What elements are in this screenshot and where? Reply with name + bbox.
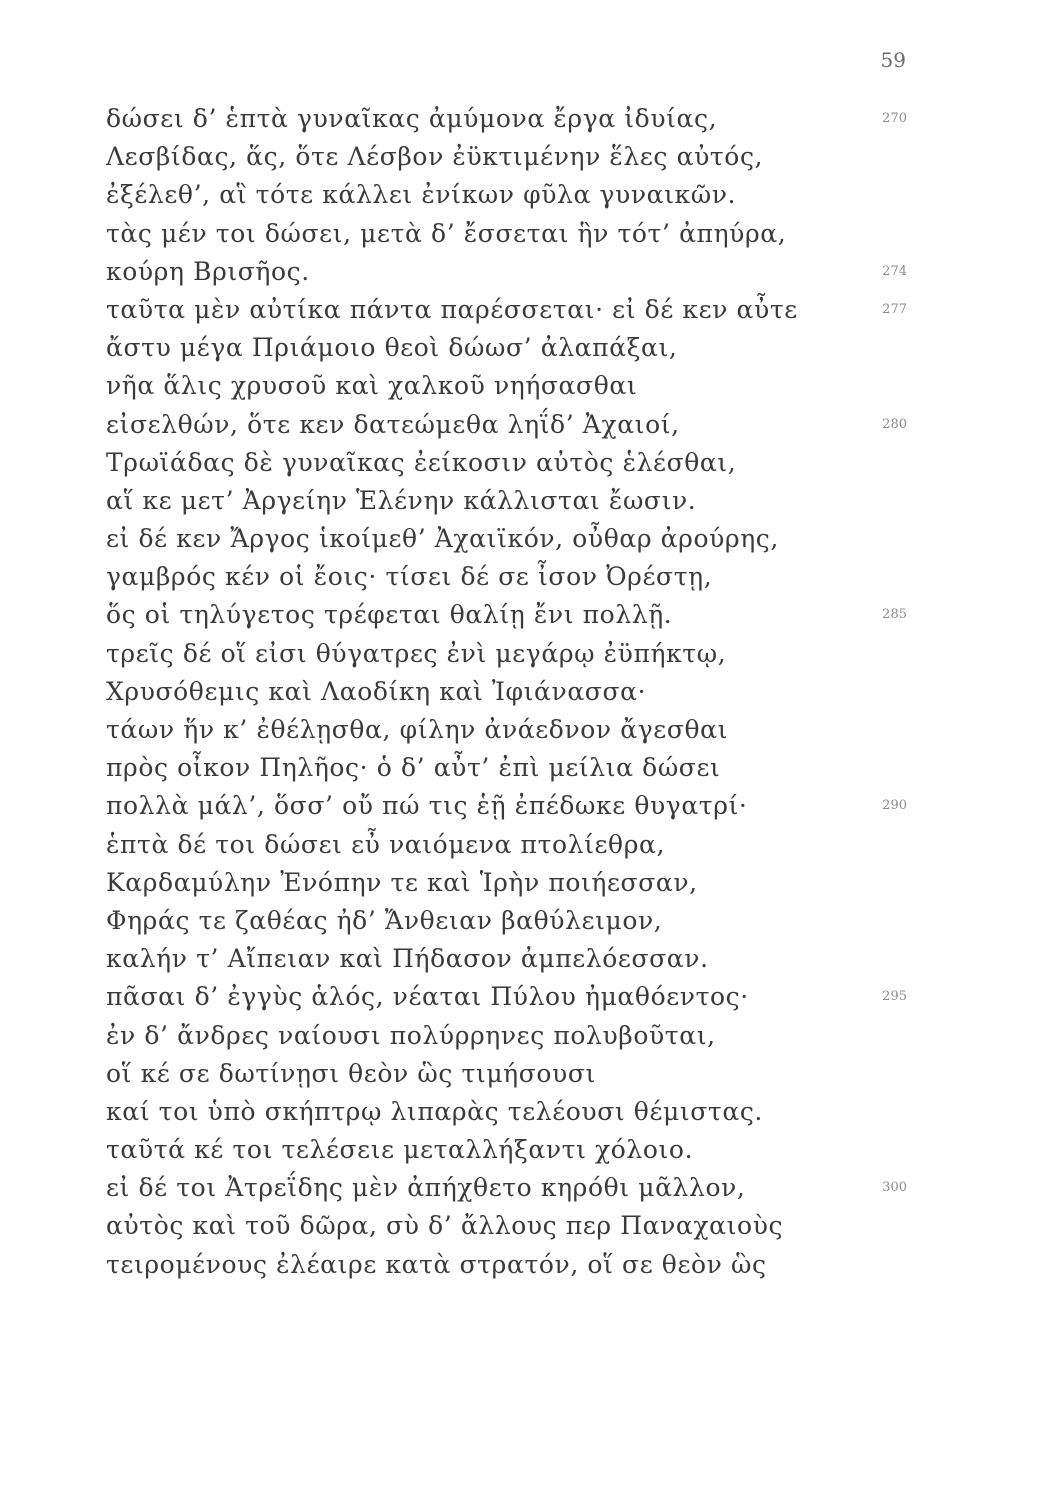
verse-line: [106, 1093, 926, 1131]
page-number: 59: [880, 48, 906, 72]
verse-text: Φηράς τε ζαθέας ἠδ’ Ἄνθειαν βαθύλειμον,: [106, 905, 663, 935]
line-number: 285: [882, 607, 907, 623]
line-number: 300: [882, 1180, 907, 1196]
verse-line: [106, 1017, 926, 1055]
verse-block: [106, 100, 926, 1284]
line-number: 274: [882, 263, 907, 279]
verse-text: καλήν τ’ Αἴπειαν καὶ Πήδασον ἀμπελόεσσαν.: [106, 944, 709, 974]
verse-line: [106, 1246, 926, 1284]
verse-text: τρεῖς δέ οἵ εἰσι θύγατρες ἐνὶ μεγάρῳ ἐϋπήκτῳ,: [106, 638, 727, 668]
verse-text: ταῦτά κέ τοι τελέσειε μεταλλήξαντι χόλοιο.: [106, 1135, 694, 1165]
verse-line: [106, 406, 926, 444]
verse-line: [106, 367, 926, 405]
verse-line: [106, 444, 926, 482]
verse-text: αἵ κε μετ’ Ἀργείην Ἑλένην κάλλισται ἔωσιν.: [106, 485, 697, 515]
verse-text: δώσει δ’ ἑπτὰ γυναῖκας ἀμύμονα ἔργα ἰδυίας,: [106, 104, 718, 133]
verse-text: νῆα ἅλις χρυσοῦ καὶ χαλκοῦ νηήσασθαι: [106, 371, 638, 401]
verse-text: Λεσβίδας, ἅς, ὅτε Λέσβον ἐϋκτιμένην ἕλες αὐτός,: [106, 142, 764, 172]
verse-line: [106, 787, 926, 825]
verse-text: αὐτὸς καὶ τοῦ δῶρα, σὺ δ’ ἄλλους περ Παναχαιοὺς: [106, 1211, 784, 1241]
verse-line: [106, 253, 926, 291]
verse-line: [106, 1131, 926, 1169]
verse-line: [106, 902, 926, 940]
verse-line: [106, 864, 926, 902]
verse-text: εἰσελθών, ὅτε κεν δατεώμεθα ληΐδ’ Ἀχαιοί,: [106, 409, 680, 439]
verse-line: [106, 482, 926, 520]
verse-text: γαμβρός κέν οἱ ἔοις· τίσει δέ σε ἶσον Ὀρέστῃ,: [106, 562, 713, 592]
verse-line: [106, 215, 926, 253]
verse-text: ἐν δ’ ἄνδρες ναίουσι πολύρρηνες πολυβοῦται,: [106, 1020, 716, 1050]
verse-text: πρὸς οἶκον Πηλῆος· ὁ δ’ αὖτ’ ἐπὶ μείλια δώσει: [106, 753, 721, 783]
verse-text: Χρυσόθεμις καὶ Λαοδίκη καὶ Ἰφιάνασσα·: [106, 676, 647, 706]
verse-text: καί τοι ὑπὸ σκήπτρῳ λιπαρὰς τελέουσι θέμιστας.: [106, 1096, 763, 1126]
verse-text: Καρδαμύλην Ἐνόπην τε καὶ Ἱρὴν ποιήεσσαν,: [106, 867, 698, 897]
verse-text: Τρωϊάδας δὲ γυναῖκας ἐείκοσιν αὐτὸς ἑλέσθαι,: [106, 447, 737, 477]
verse-line: [106, 673, 926, 711]
verse-line: [106, 1055, 926, 1093]
verse-line: [106, 978, 926, 1016]
verse-text: ἑπτὰ δέ τοι δώσει εὖ ναιόμενα πτολίεθρα,: [106, 829, 666, 859]
line-number: 295: [882, 989, 907, 1005]
line-number: 270: [882, 111, 907, 126]
verse-line: [106, 1169, 926, 1207]
verse-line: [106, 100, 926, 138]
line-number: 290: [882, 798, 907, 814]
verse-text: τάων ἥν κ’ ἐθέλῃσθα, φίλην ἀνάεδνον ἄγεσθαι: [106, 715, 729, 744]
verse-line: [106, 1207, 926, 1245]
verse-line: [106, 940, 926, 978]
verse-text: οἵ κέ σε δωτίνῃσι θεὸν ὣς τιμήσουσι: [106, 1058, 596, 1088]
verse-text: εἰ δέ τοι Ἀτρεΐδης μὲν ἀπήχθετο κηρόθι μᾶλλον,: [106, 1173, 746, 1203]
verse-text: πολλὰ μάλ’, ὅσσ’ οὔ πώ τις ἑῇ ἐπέδωκε θυγατρί·: [106, 791, 748, 821]
verse-text: ὅς οἱ τηλύγετος τρέφεται θαλίῃ ἔνι πολλῇ.: [106, 600, 673, 630]
verse-line: [106, 176, 926, 214]
verse-line: [106, 138, 926, 176]
verse-line: [106, 826, 926, 864]
verse-text: ἐξέλεθ’, αἳ τότε κάλλει ἐνίκων φῦλα γυναικῶν.: [106, 180, 737, 210]
line-number: 277: [882, 301, 907, 317]
verse-line: [106, 329, 926, 367]
verse-text: κούρη Βρισῆος.: [106, 256, 310, 286]
verse-line: [106, 635, 926, 673]
verse-text: εἰ δέ κεν Ἄργος ἱκοίμεθ’ Ἀχαιϊκόν, οὖθαρ ἀρούρης,: [106, 524, 779, 554]
verse-line: [106, 596, 926, 634]
verse-line: [106, 711, 926, 749]
verse-line: [106, 520, 926, 558]
verse-line: [106, 749, 926, 787]
verse-text: ταῦτα μὲν αὐτίκα πάντα παρέσσεται· εἰ δέ κεν αὖτε: [106, 294, 798, 324]
verse-line: [106, 291, 926, 329]
verse-line: [106, 558, 926, 596]
verse-text: πᾶσαι δ’ ἐγγὺς ἁλός, νέαται Πύλου ἠμαθόεντος·: [106, 982, 749, 1012]
verse-text: τειρομένους ἐλέαιρε κατὰ στρατόν, οἵ σε θεὸν ὣς: [106, 1249, 767, 1279]
verse-text: ἄστυ μέγα Πριάμοιο θεοὶ δώωσ’ ἀλαπάξαι,: [106, 333, 678, 363]
line-number: 280: [882, 416, 907, 432]
verse-text: τὰς μέν τοι δώσει, μετὰ δ’ ἔσσεται ἣν τότ’ ἀπηύρα,: [106, 218, 787, 248]
